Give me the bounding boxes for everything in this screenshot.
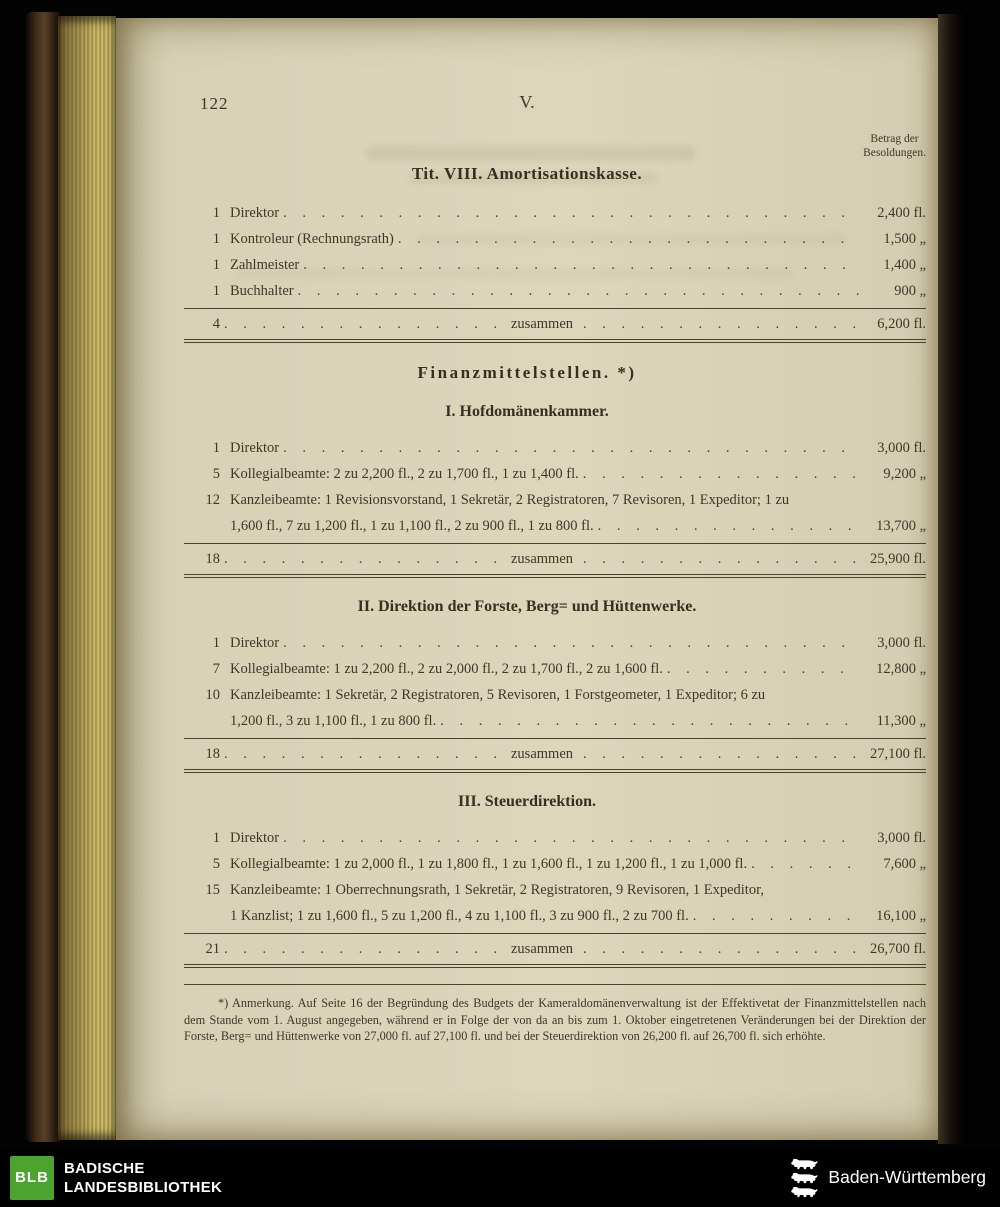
table-row — [184, 435, 926, 461]
table-row — [184, 278, 926, 304]
row-label: Direktor — [230, 635, 280, 651]
total-count: 21 — [205, 941, 220, 957]
total-row — [184, 544, 926, 574]
amount-header-line2: Besoldungen. — [863, 147, 926, 159]
row-label: Direktor — [230, 440, 280, 456]
table-total — [184, 308, 926, 343]
dot-leader — [283, 630, 860, 656]
row-count: 7 — [212, 661, 220, 677]
total-row — [184, 309, 926, 339]
row-label: Buchhalter — [230, 283, 294, 299]
state-branding — [790, 1157, 986, 1199]
row-amount: 13,700 „ — [876, 518, 926, 534]
dot-leader — [283, 435, 860, 461]
dot-leader — [283, 200, 860, 226]
dot-leader — [398, 226, 860, 252]
dot-leader — [583, 936, 860, 962]
table-row — [184, 825, 926, 851]
total-row — [184, 739, 926, 769]
row-amount: 3,000 fl. — [877, 440, 926, 456]
row-amount: 2,400 fl. — [877, 205, 926, 221]
double-rule — [184, 769, 926, 773]
amount-header-line1: Betrag der — [870, 133, 919, 145]
book-spine — [26, 12, 60, 1142]
dot-leader — [583, 311, 860, 337]
library-name-line2: LANDESBIBLIOTHEK — [64, 1178, 223, 1196]
row-count: 5 — [212, 466, 220, 482]
blb-logo-text: BLB — [15, 1169, 49, 1186]
row-label-continued: 1,200 fl., 3 zu 1,100 fl., 1 zu 800 fl. — [230, 713, 437, 729]
row-count: 15 — [205, 882, 220, 898]
dot-leader — [598, 513, 860, 539]
row-count: 5 — [212, 856, 220, 872]
total-label: zusammen — [511, 746, 574, 762]
table-total — [184, 933, 926, 968]
table-row — [184, 851, 926, 877]
row-label: Kanzleibeamte: 1 Sekretär, 2 Registratoren, 5 Revisoren, 1 Forstgeometer, 1 Expeditor; 6 zu — [230, 687, 766, 703]
row-label-continued: 1,600 fl., 7 zu 1,200 fl., 1 zu 1,100 fl., 2 zu 900 fl., 1 zu 800 fl. — [230, 518, 594, 534]
dot-leader — [224, 311, 501, 337]
table-row — [184, 461, 926, 487]
library-name — [64, 1159, 222, 1197]
dot-leader — [298, 278, 860, 304]
total-amount: 6,200 fl. — [877, 316, 927, 332]
total-count: 4 — [212, 316, 220, 332]
table-title: Tit. VIII. Amortisationskasse. — [411, 164, 643, 183]
total-row — [184, 934, 926, 964]
total-amount: 26,700 fl. — [870, 941, 927, 957]
double-rule — [184, 339, 926, 343]
book-page — [116, 18, 938, 1140]
row-count: 1 — [212, 283, 220, 299]
section-title: I. Hofdomänenkammer. — [445, 403, 609, 420]
bleed-through-ghost — [366, 146, 696, 161]
row-amount: 11,300 „ — [876, 713, 926, 729]
row-label: Kollegialbeamte: 2 zu 2,200 fl., 2 zu 1,700 fl., 1 zu 1,400 fl. — [230, 466, 579, 482]
dot-leader — [667, 656, 860, 682]
dot-leader — [224, 936, 501, 962]
state-name: Baden-Württemberg — [828, 1167, 986, 1187]
table-row — [184, 226, 926, 252]
library-name-line1: BADISCHE — [64, 1159, 145, 1177]
row-count: 10 — [205, 687, 220, 703]
row-amount: 900 „ — [894, 283, 926, 299]
footnote: *) Anmerkung. Auf Seite 16 der Begründung des Budgets der Kameraldomänenverwaltung ist der Effektivetat der Finanzmittelstellen nach dem Stande vom 1. August angegeben, während er in Folge der von da an bis zum 1. Oktober eingetretenen Veränderungen bei der Direktion der Forste, Berg= und Hüttenwerke von 27,000 fl. auf 27,100 fl. und bei der Steuerdirektion von 26,200 fl. auf 26,700 fl. sich erhöhte. — [184, 984, 926, 1045]
table-row — [184, 877, 926, 929]
row-amount: 1,400 „ — [883, 257, 926, 273]
row-label: Kanzleibeamte: 1 Revisionsvorstand, 1 Sekretär, 2 Registratoren, 7 Revisoren, 1 Expeditor; 1 zu — [230, 492, 790, 508]
total-amount: 25,900 fl. — [870, 551, 927, 567]
row-count: 1 — [212, 231, 220, 247]
row-amount: 7,600 „ — [883, 856, 926, 872]
dot-leader — [303, 252, 860, 278]
row-count: 1 — [212, 635, 220, 651]
bw-coat-of-arms-icon — [790, 1157, 818, 1199]
page-content — [184, 164, 926, 1045]
group-title: Finanzmittelstellen. *) — [417, 363, 637, 382]
library-branding — [10, 1156, 222, 1200]
amount-column-header — [863, 132, 926, 160]
page-right-shadow — [938, 14, 968, 1144]
total-label: zusammen — [511, 941, 574, 957]
viewer-footer — [0, 1148, 1000, 1207]
total-label: zusammen — [511, 551, 574, 567]
row-amount: 3,000 fl. — [877, 830, 926, 846]
page-edges — [58, 16, 116, 1140]
table-row — [184, 630, 926, 656]
table-row — [184, 487, 926, 539]
row-label: Kollegialbeamte: 1 zu 2,000 fl., 1 zu 1,800 fl., 1 zu 1,600 fl., 1 zu 1,200 fl., 1 zu 1,000 fl. — [230, 856, 748, 872]
table-row — [184, 200, 926, 226]
blb-logo — [10, 1156, 54, 1200]
row-label: Direktor — [230, 205, 280, 221]
row-count: 12 — [205, 492, 220, 508]
row-label-continued: 1 Kanzlist; 1 zu 1,600 fl., 5 zu 1,200 fl., 4 zu 1,100 fl., 3 zu 900 fl., 2 zu 700 fl. — [230, 908, 689, 924]
row-count: 1 — [212, 205, 220, 221]
dot-leader — [693, 903, 860, 929]
page-number: 122 — [200, 94, 229, 113]
row-label: Kontroleur (Rechnungsrath) — [230, 231, 394, 247]
table-total — [184, 543, 926, 578]
row-label: Kanzleibeamte: 1 Oberrechnungsrath, 1 Sekretär, 2 Registratoren, 9 Revisoren, 1 Expeditor, — [230, 882, 764, 898]
row-amount: 3,000 fl. — [877, 635, 926, 651]
dot-leader — [583, 741, 860, 767]
row-amount: 16,100 „ — [876, 908, 926, 924]
chapter-heading: V. — [519, 92, 535, 112]
row-label: Direktor — [230, 830, 280, 846]
dot-leader — [583, 546, 860, 572]
dot-leader — [440, 708, 860, 734]
total-count: 18 — [205, 551, 220, 567]
total-amount: 27,100 fl. — [870, 746, 927, 762]
total-count: 18 — [205, 746, 220, 762]
double-rule — [184, 574, 926, 578]
row-amount: 9,200 „ — [883, 466, 926, 482]
row-amount: 1,500 „ — [883, 231, 926, 247]
table-row — [184, 252, 926, 278]
double-rule — [184, 964, 926, 968]
dot-leader — [583, 461, 860, 487]
dot-leader — [751, 851, 860, 877]
dot-leader — [224, 546, 501, 572]
table-row — [184, 682, 926, 734]
total-label: zusammen — [511, 316, 574, 332]
row-count: 1 — [212, 440, 220, 456]
row-amount: 12,800 „ — [876, 661, 926, 677]
row-count: 1 — [212, 257, 220, 273]
row-count: 1 — [212, 830, 220, 846]
row-label: Kollegialbeamte: 1 zu 2,200 fl., 2 zu 2,000 fl., 2 zu 1,700 fl., 2 zu 1,600 fl. — [230, 661, 663, 677]
section-title: II. Direktion der Forste, Berg= und Hüttenwerke. — [357, 598, 697, 615]
table-total — [184, 738, 926, 773]
table-row — [184, 656, 926, 682]
row-label: Zahlmeister — [230, 257, 300, 273]
dot-leader — [283, 825, 860, 851]
dot-leader — [224, 741, 501, 767]
section-title: III. Steuerdirektion. — [458, 793, 596, 810]
